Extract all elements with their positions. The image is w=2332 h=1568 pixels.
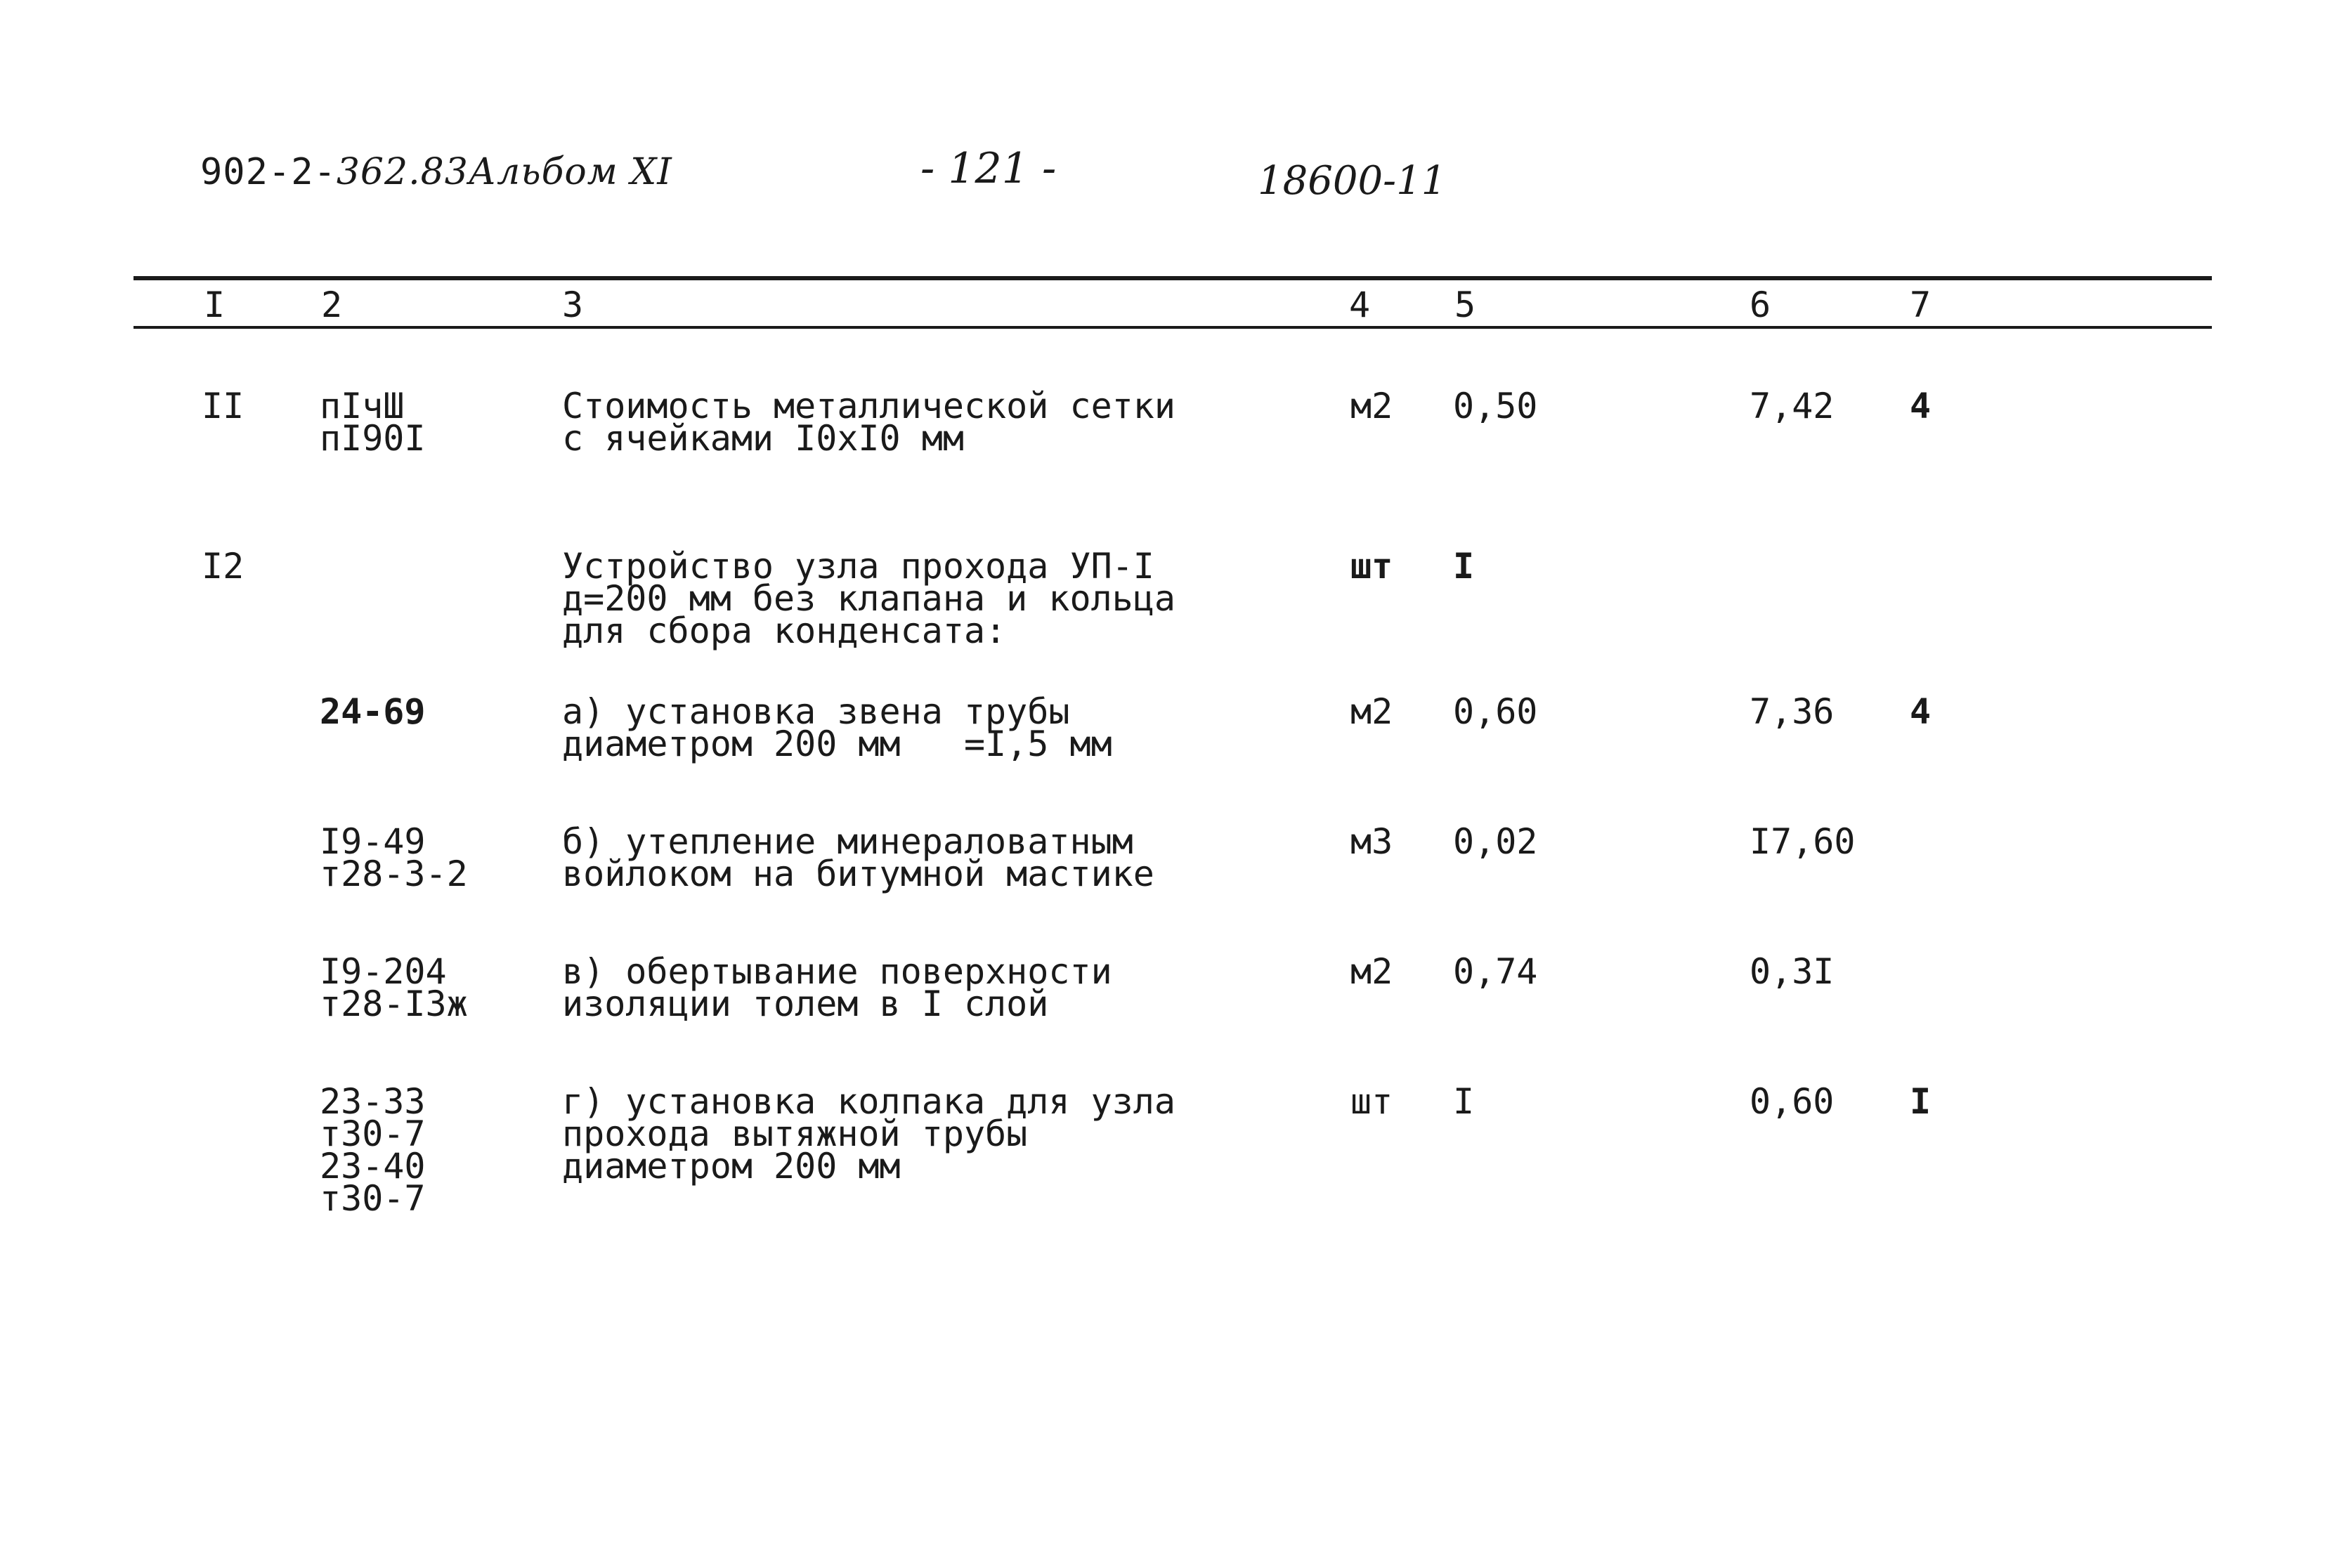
unit: м2 — [1350, 386, 1393, 426]
quantity: 0,60 — [1453, 691, 1538, 732]
unit: шт — [1350, 546, 1393, 587]
column-header-1: I — [204, 285, 226, 325]
project-code-prefix: 902-2- — [200, 151, 337, 193]
work-description: Устройство узла прохода УП-I д=200 мм без клапана и кольца для сбора конденсата: — [562, 546, 1175, 651]
document-number: 18600-11 — [1258, 158, 1447, 204]
quantity: 0,50 — [1453, 386, 1538, 426]
page-number: - 121 - — [920, 144, 1057, 193]
norm-code: I9-204 т28-I3ж — [320, 951, 468, 1024]
unit: м3 — [1350, 821, 1393, 862]
column-header-5: 5 — [1454, 285, 1476, 325]
work-description: а) установка звена трубы диаметром 200 мм =I,5 мм — [562, 691, 1112, 764]
quantity: 0,02 — [1453, 821, 1538, 862]
work-description: г) установка колпака для узла прохода вытяжной трубы диаметром 200 мм — [562, 1081, 1175, 1187]
price: 7,42 — [1750, 386, 1835, 426]
unit: м2 — [1350, 951, 1393, 992]
norm-code: 23-33 т30-7 23-40 т30-7 — [320, 1081, 426, 1219]
column-header-2: 2 — [321, 285, 343, 325]
quantity: I — [1453, 546, 1475, 587]
category: 4 — [1910, 386, 1932, 426]
quantity: 0,74 — [1453, 951, 1538, 992]
unit: шт — [1350, 1081, 1393, 1122]
category: I — [1910, 1081, 1932, 1122]
row-number: II — [202, 386, 245, 426]
work-description: в) обертывание поверхности изоляции толем в I слой — [562, 951, 1112, 1024]
norm-code: I9-49 т28-3-2 — [320, 821, 468, 894]
table-top-rule — [133, 276, 2212, 280]
column-header-6: 6 — [1750, 285, 1771, 325]
table-header-rule — [133, 326, 2212, 329]
unit: м2 — [1350, 691, 1393, 732]
price: 7,36 — [1750, 691, 1835, 732]
price: 0,3I — [1750, 951, 1835, 992]
quantity: I — [1453, 1081, 1475, 1122]
work-description: б) утепление минераловатным войлоком на битумной мастике — [562, 821, 1154, 894]
price: 0,60 — [1750, 1081, 1835, 1122]
row-number: I2 — [202, 546, 245, 587]
work-description: Стоимость металлической сетки с ячейками I0xI0 мм — [562, 386, 1175, 459]
price: I7,60 — [1750, 821, 1856, 862]
column-header-4: 4 — [1349, 285, 1371, 325]
project-code — [200, 151, 672, 193]
norm-code: пIчШ пI90I — [320, 386, 426, 459]
project-code-handwritten: 362.83Альбом XI — [336, 151, 672, 193]
category: 4 — [1910, 691, 1932, 732]
column-header-3: 3 — [562, 285, 584, 325]
norm-code: 24-69 — [320, 691, 426, 732]
column-header-7: 7 — [1910, 285, 1932, 325]
